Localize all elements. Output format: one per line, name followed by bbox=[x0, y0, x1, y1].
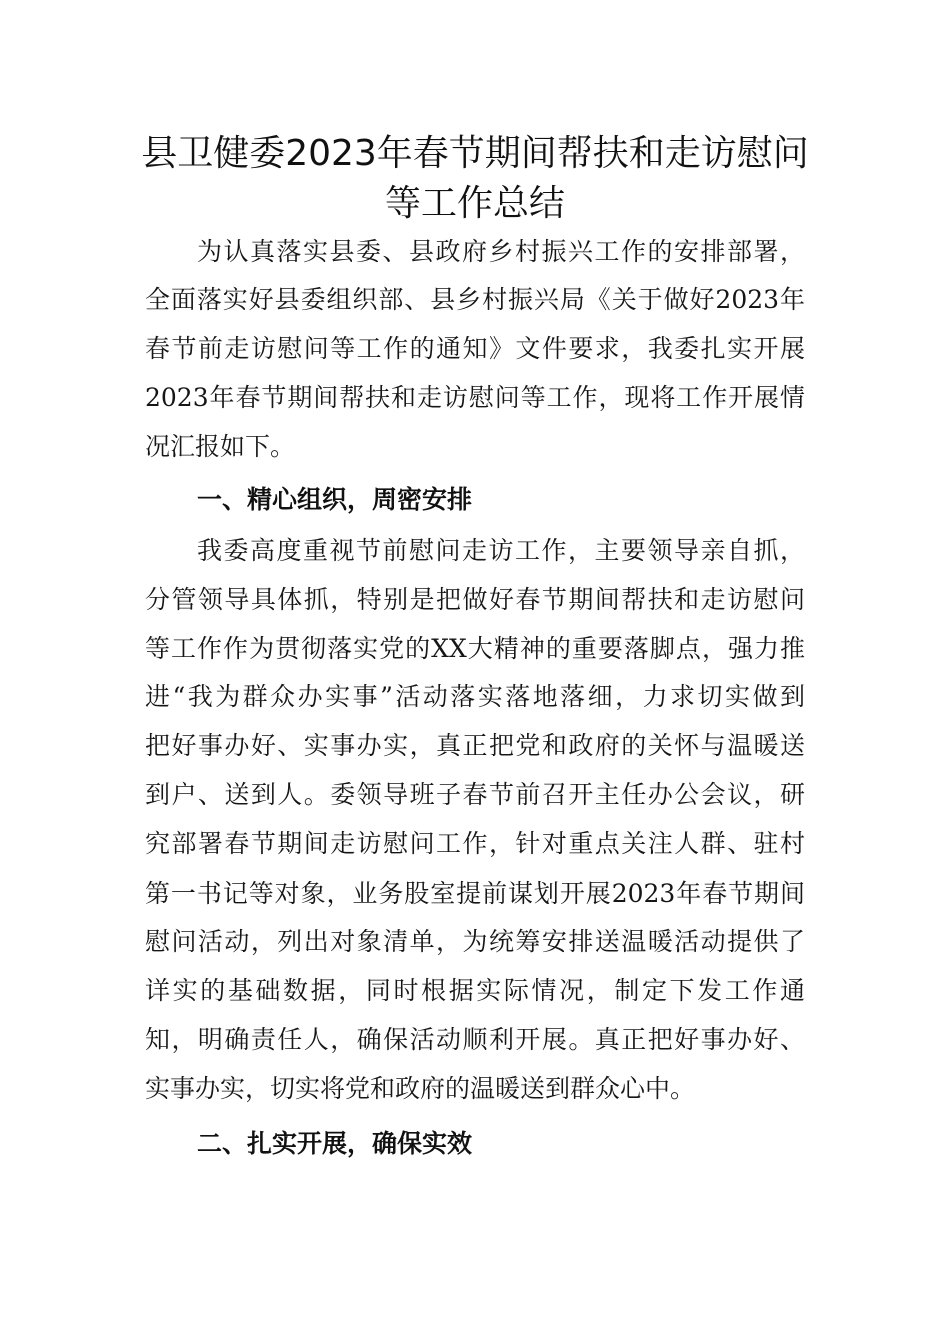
intro-paragraph-line: 2023年春节期间帮扶和走访慰问等工作，现将工作开展情 bbox=[145, 383, 805, 412]
section-1-paragraph-line: 详实的基础数据，同时根据实际情况，制定下发工作通 bbox=[145, 976, 805, 1005]
section-1-paragraph-line: 究部署春节期间走访慰问工作，针对重点关注人群、驻村 bbox=[145, 829, 805, 858]
section-1-paragraph-line: 到户、送到人。委领导班子春节前召开主任办公会议，研 bbox=[145, 780, 805, 809]
intro-paragraph-line: 全面落实好县委组织部、县乡村振兴局《关于做好2023年 bbox=[145, 285, 805, 314]
section-1-paragraph-line: 进“我为群众办实事”活动落实落地落细，力求切实做到 bbox=[145, 682, 805, 711]
section-heading-2: 二、扎实开展，确保实效 bbox=[197, 1129, 473, 1158]
intro-paragraph-line: 为认真落实县委、县政府乡村振兴工作的安排部署， bbox=[197, 237, 805, 266]
section-heading-1: 一、精心组织，周密安排 bbox=[197, 485, 473, 514]
section-1-paragraph-line: 实事办实，切实将党和政府的温暖送到群众心中。 bbox=[145, 1074, 696, 1103]
section-1-paragraph-line: 慰问活动，列出对象清单，为统筹安排送温暖活动提供了 bbox=[145, 927, 805, 956]
section-1-paragraph-line: 把好事办好、实事办实，真正把党和政府的关怀与温暖送 bbox=[145, 731, 805, 760]
intro-paragraph-line: 春节前走访慰问等工作的通知》文件要求，我委扎实开展 bbox=[145, 334, 805, 363]
document-title-line-2: 等工作总结 bbox=[384, 183, 565, 224]
section-1-paragraph-line: 第一书记等对象，业务股室提前谋划开展2023年春节期间 bbox=[145, 879, 805, 908]
intro-paragraph-line: 况汇报如下。 bbox=[145, 432, 296, 461]
section-1-paragraph-line: 等工作作为贯彻落实党的XX大精神的重要落脚点，强力推 bbox=[145, 634, 805, 663]
section-1-paragraph-line: 我委高度重视节前慰问走访工作，主要领导亲自抓， bbox=[197, 536, 805, 565]
section-1-paragraph-line: 分管领导具体抓，特别是把做好春节期间帮扶和走访慰问 bbox=[145, 585, 805, 614]
section-1-paragraph-line: 知，明确责任人，确保活动顺利开展。真正把好事办好、 bbox=[145, 1025, 805, 1054]
document-title-line-1: 县卫健委2023年春节期间帮扶和走访慰问 bbox=[141, 133, 809, 174]
